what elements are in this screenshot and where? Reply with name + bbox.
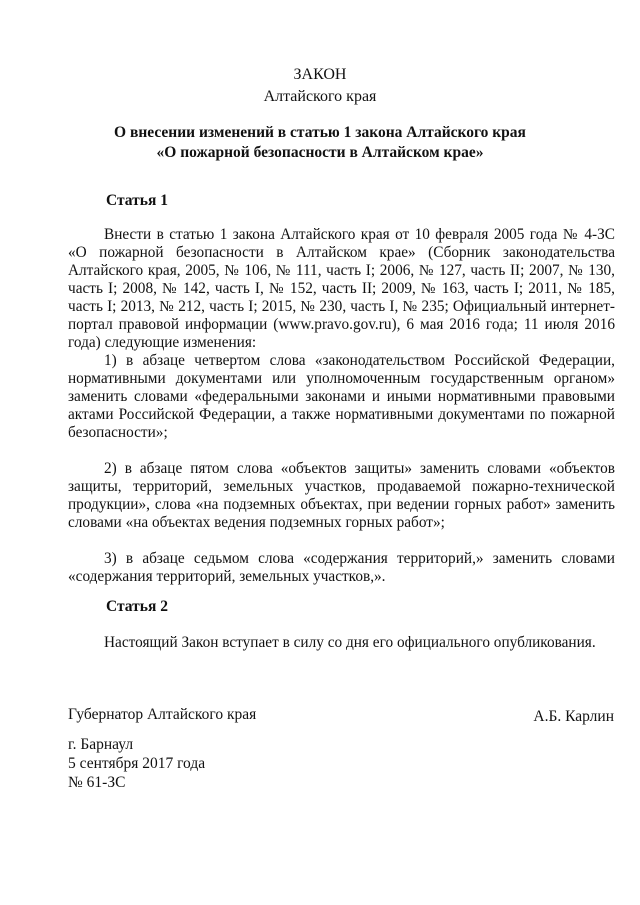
amendment-item-2-text: 2) в абзаце пятом слова «объектов защиты» заменить словами «объектов защиты, территорий, земельных участков, продаваемой пожарно-технической продукции», слова «на подземных объектах, при ведении горных работ» заменить словами «на объектах ведения подземных горных работ»; [68,460,615,531]
amendment-item-1 [68,352,615,442]
document-subject [0,123,640,163]
signer-position: Губернатор Алтайского края [68,706,257,723]
document-region: Алтайского края [263,88,377,105]
article-1-heading: Статья 1 [106,192,168,209]
amendment-item-3 [68,550,615,586]
document-title: ЗАКОН [293,66,347,83]
amendment-item-3-text: 3) в абзаце седьмом слова «содержания территорий,» заменить словами «содержания территорий, земельных участков,». [68,550,615,585]
article-1-intro [68,226,615,352]
article-2-heading: Статья 2 [106,598,168,615]
signing-date: 5 сентября 2017 года [68,755,206,772]
signer-name: А.Б. Карлин [533,708,614,725]
subject-line-2: «О пожарной безопасности в Алтайском крае» [156,144,484,161]
amendment-item-2 [68,460,615,532]
law-number: № 61-ЗС [68,774,126,791]
article-1-intro-text: Внести в статью 1 закона Алтайского края от 10 февраля 2005 года № 4-ЗС «О пожарной безопасности в Алтайском крае» (Сборник законодательства Алтайского края, 2005, № 106, № 111, часть I; 2006, № 127, часть II; 2007, № 130, часть I; 2008, № 142, часть I, № 152, часть II; 2009, № 163, часть I; 2011, № 185, часть I; 2013, № 212, часть I; 2015, № 230, часть I, № 235; Официальный интернет-портал правовой информации (www.pravo.gov.ru), 6 мая 2016 года; 11 июля 2016 года) следующие изменения: [68,226,615,351]
signing-city: г. Барнаул [68,736,134,753]
article-2-text-content: Настоящий Закон вступает в силу со дня его официального опубликования. [104,634,596,651]
subject-line-1: О внесении изменений в статью 1 закона Алтайского края [114,124,526,141]
article-2-text [68,634,615,652]
amendment-item-1-text: 1) в абзаце четвертом слова «законодательством Российской Федерации, нормативными документами или уполномоченным государственным органом» заменить словами «федеральными законами и иными нормативными правовыми актами Российской Федерации, а также нормативными документами по пожарной безопасности»; [68,352,615,441]
